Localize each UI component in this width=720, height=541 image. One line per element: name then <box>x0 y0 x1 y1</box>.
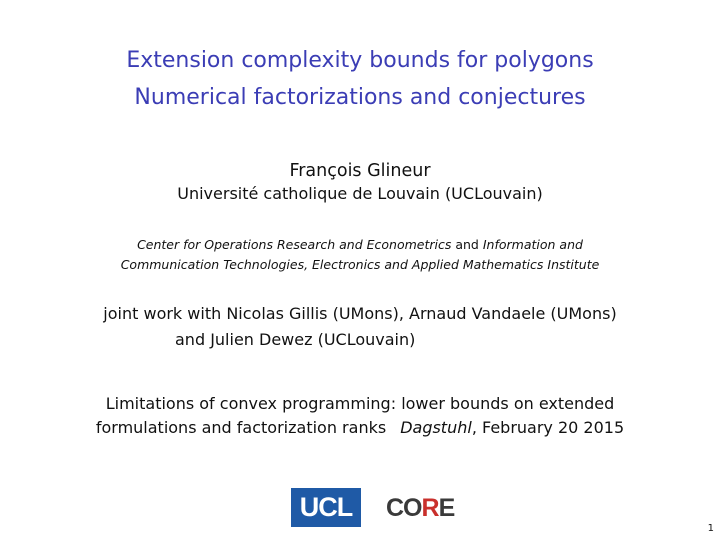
joint-work-line-2: and Julien Dewez (UCLouvain) <box>175 330 416 349</box>
institute-line-2 <box>0 257 720 272</box>
institute-ictm-name-part1: Information and <box>482 237 583 252</box>
event-venue: Dagstuhl <box>400 418 472 437</box>
page-number: 1 <box>707 523 714 534</box>
event-line-2 <box>0 418 720 437</box>
institute-conjunction: and <box>455 237 479 252</box>
title-line-1: Extension complexity bounds for polygons <box>126 48 594 73</box>
author-name: François Glineur <box>289 161 431 181</box>
event-line-1-left: Limitations of convex programming: <box>105 394 397 413</box>
joint-work-line-1: joint work with Nicolas Gillis (UMons), Arnaud Vandaele (UMons) <box>103 304 617 323</box>
event-line-2-left: formulations and factorization ranks <box>95 418 387 437</box>
title-line-2: Numerical factorizations and conjectures <box>134 85 586 110</box>
event-line-1 <box>0 394 720 413</box>
author-affiliation: Université catholique de Louvain (UCLouvain) <box>177 184 543 203</box>
core-logo-r: R <box>421 494 439 522</box>
ucl-logo: UCL <box>291 488 361 527</box>
core-logo <box>386 492 454 524</box>
institute-core-name: Center for Operations Research and Econometrics <box>137 237 452 252</box>
institute-ictm-name-part2: Communication Technologies, Electronics and Applied Mathematics Institute <box>120 257 600 272</box>
core-logo-e: E <box>438 494 455 522</box>
institute-line-1 <box>0 237 720 252</box>
event-date: , February 20 2015 <box>471 418 625 437</box>
event-line-1-right: lower bounds on extended <box>401 394 615 413</box>
core-logo-co: CO <box>386 494 422 522</box>
